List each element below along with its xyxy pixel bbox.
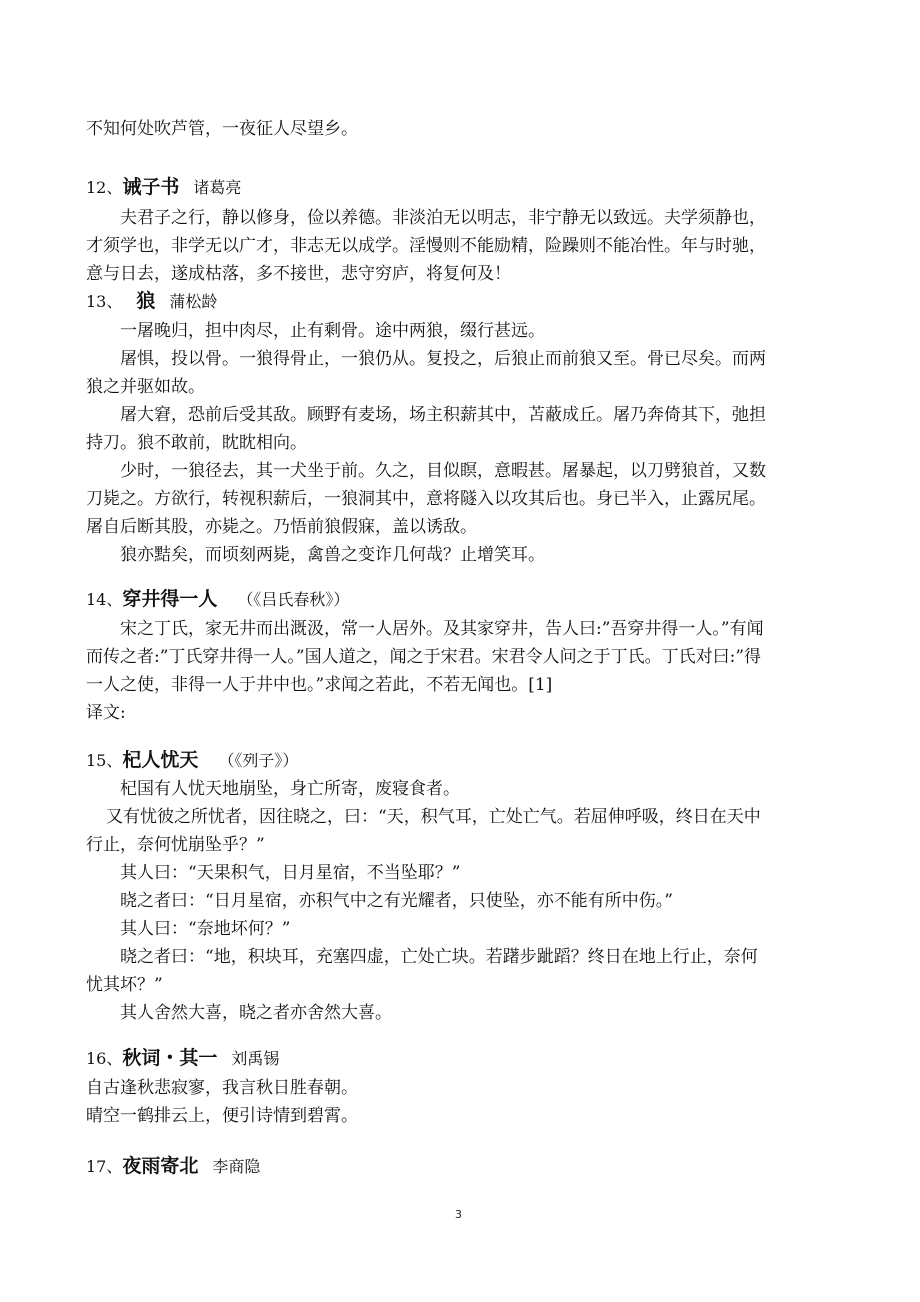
section-number: 15、: [86, 751, 123, 770]
section-heading-12: [86, 176, 241, 199]
section-title: 狼: [136, 290, 156, 312]
text-line: 杞国有人忧天地崩坠，身亡所寄，废寝食者。: [120, 779, 460, 799]
section-title: 秋词・其一: [122, 1047, 218, 1069]
text-line: 其人舍然大喜，晓之者亦舍然大喜。: [120, 1003, 392, 1023]
section-title: 杞人忧天: [122, 749, 199, 771]
text-line: 才须学也，非学无以广才，非志无以成学。淫慢则不能励精，险躁则不能冶性。年与时驰，: [86, 236, 766, 256]
poem-line: 不知何处吹芦管，一夜征人尽望乡。: [86, 119, 358, 139]
section-author: 刘禹锡: [231, 1049, 280, 1068]
text-line: 刀毙之。方欲行，转视积薪后，一狼洞其中，意将隧入以攻其后也。身已半入，止露尻尾。: [86, 489, 766, 509]
text-line: 而传之者:”丁氏穿井得一人。”国人道之，闻之于宋君。宋君令人问之于丁氏。丁氏对曰:”得: [86, 647, 762, 667]
section-title: 夜雨寄北: [122, 1155, 199, 1177]
section-author: 李商隐: [212, 1157, 261, 1176]
text-line: 一屠晚归，担中肉尽，止有剩骨。途中两狼，缀行甚远。: [120, 321, 545, 341]
section-heading-17: [86, 1155, 260, 1178]
section-heading-16: [86, 1047, 279, 1070]
section-title: 穿井得一人: [122, 588, 218, 610]
text-line: 狼之并驱如故。: [86, 377, 205, 397]
text-line: 晓之者曰：“日月星宿，亦积气中之有光耀者，只使坠，亦不能有所中伤。”: [120, 891, 673, 911]
section-number: 16、: [86, 1049, 123, 1068]
section-number: 12、: [86, 178, 123, 197]
section-number: 13、: [86, 292, 123, 311]
text-line: 忧其坏？”: [86, 975, 163, 995]
text-line: 其人曰：“天果积气，日月星宿，不当坠耶？”: [120, 863, 461, 883]
text-line: 持刀。狼不敢前，眈眈相向。: [86, 433, 307, 453]
section-heading-14: [86, 588, 349, 611]
text-line: 少时，一狼径去，其一犬坐于前。久之，目似瞑，意暇甚。屠暴起，以刀劈狼首，又数: [120, 461, 766, 481]
text-line: 又有忧彼之所忧者，因往晓之，曰：“天，积气耳，亡处亡气。若屈伸呼吸，终日在天中: [106, 807, 761, 827]
text-line: 夫君子之行，静以修身，俭以养德。非淡泊无以明志，非宁静无以致远。夫学须静也，: [120, 208, 766, 228]
page-number: 3: [455, 1208, 462, 1221]
text-line: 行止，奈何忧崩坠乎？”: [86, 835, 265, 855]
section-title: 诫子书: [122, 176, 180, 198]
text-line: 狼亦黠矣，而顷刻两毙，禽兽之变诈几何哉？止增笑耳。: [120, 545, 545, 565]
section-author: 诸葛亮: [193, 178, 242, 197]
text-line: 其人曰：“奈地坏何？”: [120, 919, 291, 939]
section-author: （《列子》）: [218, 751, 299, 770]
section-heading-13: [86, 290, 217, 313]
text-line: 译文:: [86, 703, 126, 723]
poem-line: 晴空一鹤排云上，便引诗情到碧霄。: [86, 1106, 358, 1126]
section-number: 14、: [86, 590, 123, 609]
text-line: 宋之丁氏，家无井而出溉汲，常一人居外。及其家穿井，告人曰:”吾穿井得一人。”有闻: [120, 619, 764, 639]
text-line: 屠惧，投以骨。一狼得骨止，一狼仍从。复投之，后狼止而前狼又至。骨已尽矣。而两: [120, 349, 766, 369]
section-number: 17、: [86, 1157, 123, 1176]
text-line: 一人之使，非得一人于井中也。”求闻之若此，不若无闻也。[1]: [86, 675, 553, 695]
section-author: （《吕氏春秋》）: [237, 590, 350, 609]
section-author: 蒲松龄: [169, 292, 218, 311]
text-line: 屠大窘，恐前后受其敌。顾野有麦场，场主积薪其中，苫蔽成丘。屠乃奔倚其下，弛担: [120, 405, 766, 425]
text-line: 屠自后断其股，亦毙之。乃悟前狼假寐，盖以诱敌。: [86, 517, 477, 537]
text-line: 晓之者曰：“地，积块耳，充塞四虚，亡处亡块。若躇步跐蹈？终日在地上行止，奈何: [120, 947, 758, 967]
poem-line: 自古逢秋悲寂寥，我言秋日胜春朝。: [86, 1078, 358, 1098]
text-line: 意与日去，遂成枯落，多不接世，悲守穷庐，将复何及！: [86, 264, 511, 284]
section-heading-15: [86, 749, 298, 772]
